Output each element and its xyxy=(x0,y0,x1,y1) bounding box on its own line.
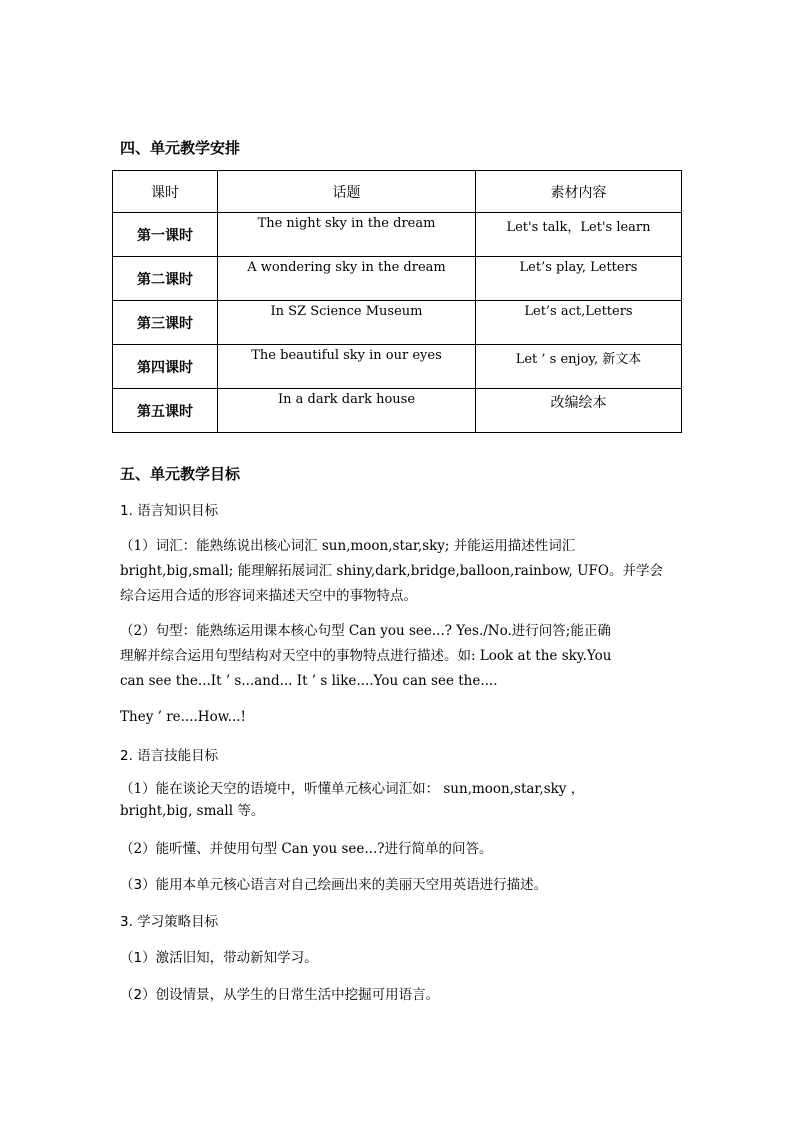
paragraph-line: （2）能听懂、并使用句型 Can you see...?进行简单的问答。 xyxy=(120,841,493,857)
section-4-heading: 四、单元教学安排 xyxy=(120,139,241,157)
period-cell: 第二课时 xyxy=(113,257,218,301)
table-row xyxy=(113,257,682,301)
table-row xyxy=(113,345,682,389)
table-row xyxy=(113,389,682,433)
material-cell: 改编绘本 xyxy=(476,389,682,433)
table-row xyxy=(113,301,682,345)
paragraph-line: can see the...It ’ s...and... It ’ s like....You can see the.... xyxy=(120,673,498,689)
paragraph-line: They ’ re....How...! xyxy=(120,709,246,725)
paragraph-line: bright,big, small 等。 xyxy=(120,803,265,819)
header-period: 课时 xyxy=(113,171,218,213)
topic-cell: The night sky in the dream xyxy=(218,213,476,257)
paragraph-line: （1）激活旧知，带动新知学习。 xyxy=(120,950,318,966)
period-cell: 第五课时 xyxy=(113,389,218,433)
header-material: 素材内容 xyxy=(476,171,682,213)
topic-cell: In a dark dark house xyxy=(218,389,476,433)
paragraph-listening xyxy=(120,778,675,822)
material-cell: Let’s play, Letters xyxy=(476,257,682,301)
section-5-heading: 五、单元教学目标 xyxy=(120,465,241,483)
paragraph-line: （1）能在谈论天空的语境中，听懂单元核心词汇如： sun,moon,star,sky ， xyxy=(120,781,585,797)
paragraph-line: bright,big,small; 能理解拓展词汇 shiny,dark,bridge,balloon,rainbow, UFO。并学会 xyxy=(120,563,663,579)
period-cell: 第三课时 xyxy=(113,301,218,345)
material-cell: Let ’ s enjoy, 新文本 xyxy=(476,345,682,389)
material-cell: Let's talk，Let's learn xyxy=(476,213,682,257)
topic-cell: The beautiful sky in our eyes xyxy=(218,345,476,389)
table-row xyxy=(113,213,682,257)
material-cell: Let’s act,Letters xyxy=(476,301,682,345)
paragraph-line: （2）句型：能熟练运用课本核心句型 Can you see...? Yes./No.进行问答;能正确 xyxy=(120,623,611,639)
paragraph-vocabulary xyxy=(120,534,675,609)
paragraph-line: 综合运用合适的形容词来描述天空中的事物特点。 xyxy=(120,588,417,604)
paragraph-line: （1）词汇：能熟练说出核心词汇 sun,moon,star,sky; 并能运用描述性词汇 xyxy=(120,538,576,554)
topic-cell: A wondering sky in the dream xyxy=(218,257,476,301)
paragraph-line: 理解并综合运用句型结构对天空中的事物特点进行描述。如: Look at the sky.You xyxy=(120,648,612,664)
topic-cell: In SZ Science Museum xyxy=(218,301,476,345)
paragraph-line: （2）创设情景，从学生的日常生活中挖掘可用语言。 xyxy=(120,987,440,1003)
header-topic: 话题 xyxy=(218,171,476,213)
subheading-language-knowledge: 1. 语言知识目标 xyxy=(120,503,219,519)
paragraph-sentence-patterns xyxy=(120,619,675,694)
teaching-schedule-table xyxy=(112,170,682,433)
subheading-language-skills: 2. 语言技能目标 xyxy=(120,748,219,764)
table-header-row xyxy=(113,171,682,213)
subheading-learning-strategy: 3. 学习策略目标 xyxy=(120,914,219,930)
period-cell: 第四课时 xyxy=(113,345,218,389)
period-cell: 第一课时 xyxy=(113,213,218,257)
paragraph-line: （3）能用本单元核心语言对自己绘画出来的美丽天空用英语进行描述。 xyxy=(120,877,548,893)
